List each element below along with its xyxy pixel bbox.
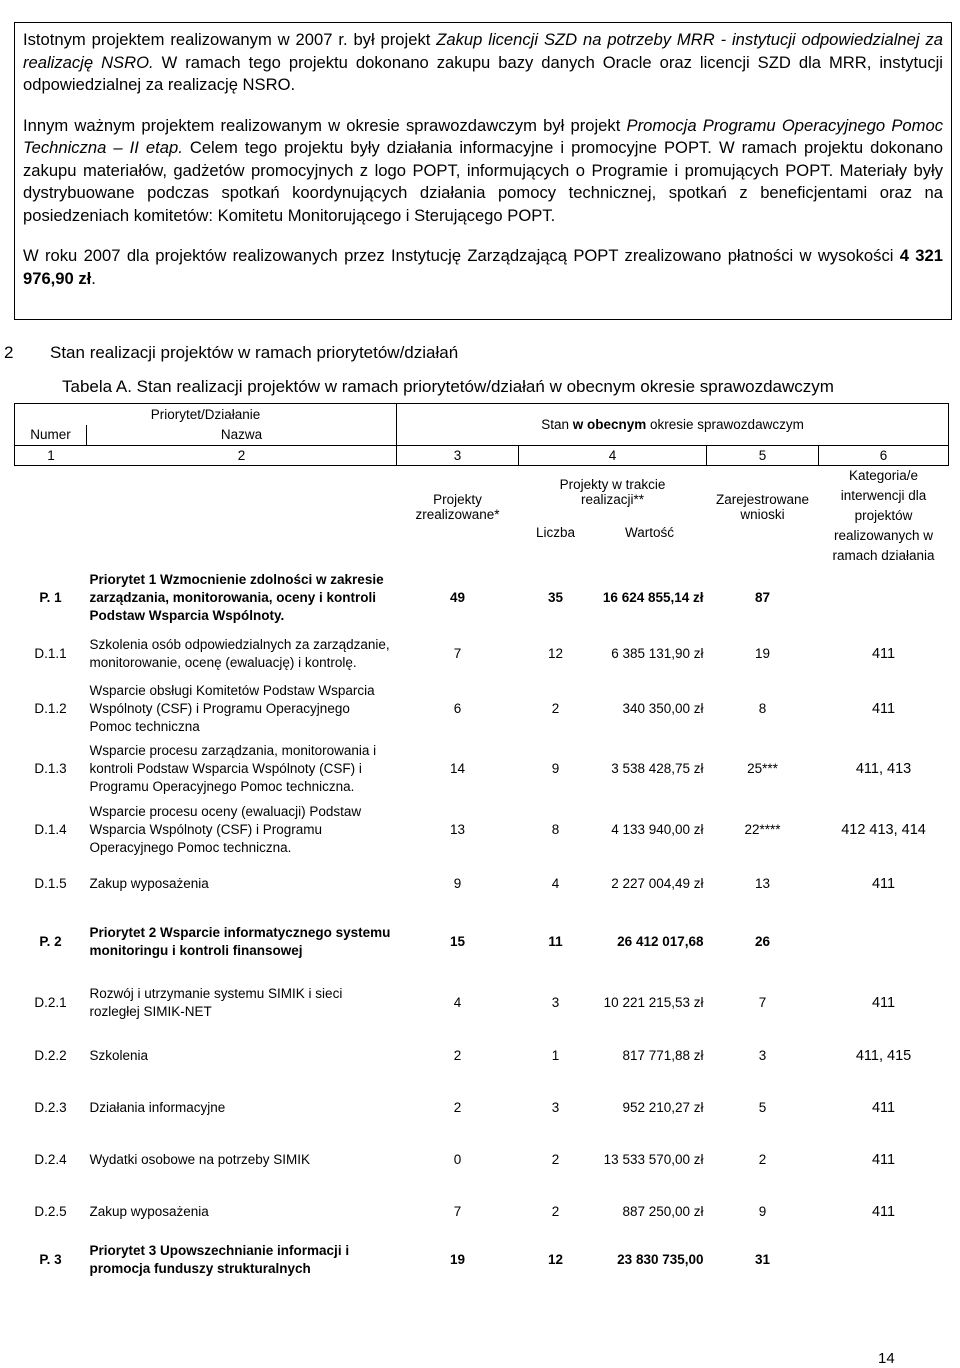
row-wartosc: 3 538 428,75 zł	[611, 761, 704, 776]
row-wartosc: 6 385 131,90 zł	[611, 646, 704, 661]
row-liczba: 8	[551, 822, 560, 837]
row-liczba: 12	[548, 1252, 564, 1267]
row-wnioski: 31	[755, 1252, 771, 1267]
row-zrealizowane: 7	[453, 1204, 462, 1219]
row-kategoria: 411	[871, 994, 896, 1011]
row-wnioski: 7	[758, 995, 767, 1010]
row-zrealizowane: 7	[453, 646, 462, 661]
row-kategoria: 411	[871, 700, 896, 717]
header-stan: Stan w obecnym okresie sprawozdawczym	[397, 404, 949, 446]
row-number: D.1.2	[34, 701, 67, 716]
header-col-num-3: 3	[397, 446, 519, 466]
table-row	[15, 1134, 949, 1186]
row-zrealizowane: 49	[450, 590, 466, 605]
row-kategoria: 411	[871, 1203, 896, 1220]
row-number: D.1.1	[34, 646, 67, 661]
row-name: Wsparcie procesu zarządzania, monitorowania i kontroli Podstaw Wsparcia Wspólnoty (CSF) i Programu Operacyjnego Pomoc techniczna.	[89, 742, 377, 794]
row-name: Priorytet 1 Wzmocnienie zdolności w zakresie zarządzania, monitorowania, oceny i kontroli Podstaw Wsparcia Wspólnoty.	[89, 571, 384, 623]
header-zrealizowane: Projekty zrealizowane*	[415, 491, 500, 522]
row-name: Wydatki osobowe na potrzeby SIMIK	[89, 1151, 310, 1167]
row-liczba: 9	[551, 761, 560, 776]
table-row	[15, 628, 949, 680]
intro-paragraph-3: W roku 2007 dla projektów realizowanych przez Instytucję Zarządzającą POPT zrealizowano płatności w wysokości 4 321 976,90 zł.	[23, 246, 943, 288]
header-col-nums-1-2: 1 2	[15, 446, 397, 466]
row-wartosc: 2 227 004,49 zł	[611, 876, 704, 891]
row-kategoria: 411	[871, 1099, 896, 1116]
row-kategoria: 411, 413	[855, 760, 912, 777]
table-row	[15, 1082, 949, 1134]
row-number: D.1.3	[34, 761, 67, 776]
row-name: Działania informacyjne	[89, 1099, 226, 1115]
row-kategoria: 411	[871, 645, 896, 662]
row-kategoria: 411	[871, 875, 896, 892]
page-number: 14	[878, 1350, 895, 1367]
row-number: D.1.4	[34, 822, 67, 837]
header-kategoria: Kategoria/e interwencji dla projektów realizowanych w ramach działania	[832, 468, 935, 563]
row-zrealizowane: 4	[453, 995, 462, 1010]
row-liczba: 11	[548, 934, 563, 949]
table-row	[15, 860, 949, 908]
table-row	[15, 800, 949, 860]
row-kategoria: 412 413, 414	[841, 821, 926, 838]
row-wnioski: 8	[758, 701, 767, 716]
table-row	[15, 680, 949, 738]
row-zrealizowane: 6	[453, 701, 462, 716]
table-row	[15, 1030, 949, 1082]
row-kategoria	[819, 568, 949, 628]
row-wnioski: 9	[758, 1204, 767, 1219]
header-col-num-5: 5	[707, 446, 819, 466]
row-number: D.2.1	[34, 995, 67, 1010]
table-row	[15, 568, 949, 628]
row-wnioski: 26	[755, 934, 771, 949]
header-wartosc: Wartość	[625, 525, 675, 540]
row-name: Priorytet 3 Upowszechnianie informacji i promocja funduszy strukturalnych	[89, 1242, 350, 1276]
row-liczba: 1	[551, 1048, 560, 1063]
row-kategoria: 411	[871, 1151, 896, 1168]
row-wnioski: 87	[755, 590, 771, 605]
row-wnioski: 25***	[747, 761, 778, 776]
row-number: D.2.3	[34, 1100, 67, 1115]
row-wartosc: 23 830 735,00	[617, 1252, 704, 1267]
section-title: Stan realizacji projektów w ramach priorytetów/działań	[50, 343, 459, 362]
row-liczba: 2	[551, 1204, 560, 1219]
row-wnioski: 2	[758, 1152, 767, 1167]
row-name: Wsparcie procesu oceny (ewaluacji) Podstaw Wsparcia Wspólnoty (CSF) i Programu Operacyjnego Pomoc techniczna.	[89, 803, 362, 855]
row-wartosc: 10 221 215,53 zł	[603, 995, 704, 1010]
row-liczba: 12	[548, 646, 564, 661]
row-kategoria	[819, 908, 949, 976]
row-wnioski: 19	[755, 646, 771, 661]
table-row	[15, 1238, 949, 1282]
row-number: D.2.4	[34, 1152, 67, 1167]
row-wartosc: 817 771,88 zł	[622, 1048, 704, 1063]
row-wartosc: 13 533 570,00 zł	[603, 1152, 704, 1167]
row-number: P. 1	[39, 590, 62, 605]
intro-paragraph-1: Istotnym projektem realizowanym w 2007 r. był projekt Zakup licencji SZD na potrzeby MRR - instytucji odpowiedzialnej za realizację NSRO. W ramach tego projektu dokonano zakupu bazy danych Oracle oraz licencji SZD dla MRR, instytucji odpowiedzialnej za realizację NSRO.	[23, 30, 943, 94]
row-name: Zakup wyposażenia	[89, 875, 209, 891]
table-body	[15, 568, 949, 1282]
row-zrealizowane: 14	[450, 761, 466, 776]
row-name: Szkolenia	[89, 1047, 149, 1063]
header-w-trakcie: Projekty w trakcie realizacji**	[559, 476, 666, 507]
table-row	[15, 1186, 949, 1238]
header-nazwa: Nazwa	[87, 425, 397, 446]
row-wartosc: 26 412 017,68	[617, 934, 704, 949]
row-liczba: 3	[551, 1100, 560, 1115]
header-priorytet: Priorytet/Działanie	[15, 404, 397, 425]
row-liczba: 3	[551, 995, 560, 1010]
row-wnioski: 5	[758, 1100, 767, 1115]
row-wnioski: 22****	[744, 822, 781, 837]
section-number: 2	[4, 343, 14, 362]
intro-text-box	[14, 22, 952, 320]
row-liczba: 35	[548, 590, 564, 605]
row-wartosc: 4 133 940,00 zł	[611, 822, 704, 837]
row-number: D.1.5	[34, 876, 67, 891]
row-name: Priorytet 2 Wsparcie informatycznego systemu monitoringu i kontroli finansowej	[89, 924, 391, 958]
row-zrealizowane: 2	[453, 1048, 462, 1063]
row-wartosc: 340 350,00 zł	[622, 701, 704, 716]
table-row	[15, 908, 949, 976]
table-row	[15, 976, 949, 1030]
row-zrealizowane: 2	[453, 1100, 462, 1115]
row-number: P. 3	[39, 1252, 62, 1267]
row-liczba: 2	[551, 701, 560, 716]
row-zrealizowane: 19	[450, 1252, 466, 1267]
row-zrealizowane: 0	[453, 1152, 462, 1167]
row-wnioski: 13	[755, 876, 771, 891]
row-number: D.2.2	[34, 1048, 67, 1063]
row-number: P. 2	[39, 934, 62, 949]
row-zrealizowane: 9	[453, 876, 462, 891]
header-liczba: Liczba	[536, 525, 576, 540]
row-liczba: 2	[551, 1152, 560, 1167]
header-zarejestrowane: Zarejestrowane wnioski	[715, 491, 810, 522]
row-zrealizowane: 15	[450, 934, 466, 949]
row-wartosc: 952 210,27 zł	[622, 1100, 704, 1115]
row-wartosc: 16 624 855,14 zł	[602, 590, 704, 605]
table-row	[15, 738, 949, 800]
header-numer: Numer	[15, 425, 87, 446]
row-wnioski: 3	[758, 1048, 767, 1063]
row-kategoria	[819, 1238, 949, 1282]
projects-table	[14, 403, 949, 1282]
table-caption: Tabela A. Stan realizacji projektów w ramach priorytetów/działań w obecnym okresie sprawozdawczym	[62, 377, 834, 396]
row-name: Zakup wyposażenia	[89, 1203, 209, 1219]
row-name: Wsparcie obsługi Komitetów Podstaw Wsparcia Wspólnoty (CSF) i Programu Operacyjnego Pomoc techniczna	[89, 682, 375, 734]
row-number: D.2.5	[34, 1204, 67, 1219]
row-wartosc: 887 250,00 zł	[622, 1204, 704, 1219]
row-name: Rozwój i utrzymanie systemu SIMIK i sieci rozległej SIMIK-NET	[89, 985, 343, 1019]
row-kategoria: 411, 415	[855, 1047, 912, 1064]
intro-paragraph-2: Innym ważnym projektem realizowanym w okresie sprawozdawczym był projekt Promocja Programu Operacyjnego Pomoc Techniczna – II etap. Celem tego projektu były działania informacyjne i promocyjne POPT. W ramach projektu dokonano zakupu materiałów, gadżetów promocyjnych z logo POPT, informujących o Programie i promujących POPT. Materiały były dystrybuowane podczas spotkań koordynujących działania pomocy technicznej, spotkań z beneficjentami oraz na posiedzeniach komitetów: Komitetu Monitorującego i Sterującego POPT.	[23, 115, 943, 225]
row-zrealizowane: 13	[450, 822, 466, 837]
header-col-num-4: 4	[519, 446, 707, 466]
row-name: Szkolenia osób odpowiedzialnych za zarządzanie, monitorowanie, ocenę (ewaluację) i kontrolę.	[89, 636, 390, 670]
header-col-num-6: 6	[819, 446, 949, 466]
row-liczba: 4	[551, 876, 560, 891]
